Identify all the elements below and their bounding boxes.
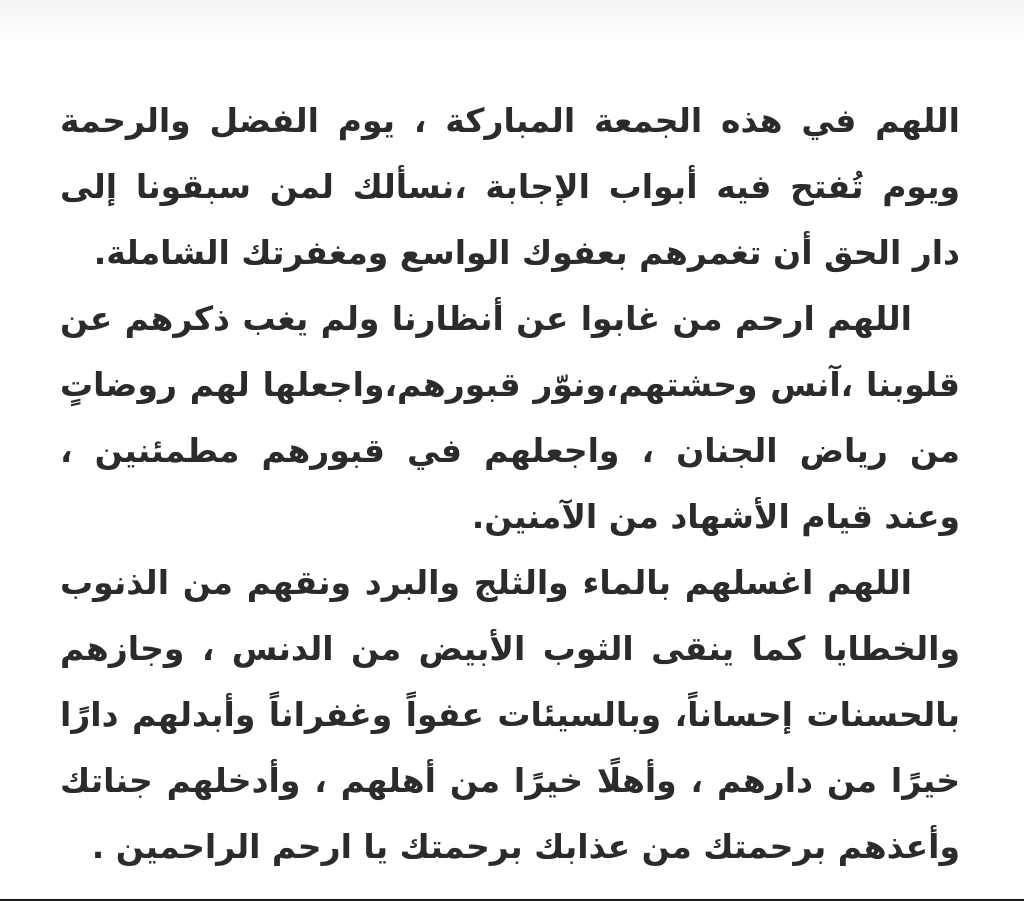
paragraph-1: اللهم في هذه الجمعة المباركة ، يوم الفضل والرحمة ويوم تُفتح فيه أبواب الإجابة ،نسألك لمن سبقونا إلى دار الحق أن تغمرهم بعفوك الواسع ومغفرتك الشاملة. xyxy=(60,101,960,272)
paragraph-3: اللهم اغسلهم بالماء والثلج والبرد ونقهم من الذنوب والخطايا كما ينقى الثوب الأبيض من الدنس ، وجازهم بالحسنات إحساناً، وبالسيئات عفواً وغفراناً وأبدلهم دارًا خيرًا من دارهم ، وأهلًا خيرًا من أهلهم ، وأدخلهم جناتك وأعذهم برحمتك من عذابك برحمتك يا ارحم الراحمين . xyxy=(60,563,960,866)
paragraph-2: اللهم ارحم من غابوا عن أنظارنا ولم يغب ذكرهم عن قلوبنا ،آنس وحشتهم،ونوّر قبورهم،واجعلها لهم روضاتٍ من رياض الجنان ، واجعلهم في قبورهم مطمئنين ، وعند قيام الأشهاد من الآمنين. xyxy=(60,299,960,536)
top-edge-shadow xyxy=(0,0,1024,40)
prayer-text xyxy=(60,88,960,880)
